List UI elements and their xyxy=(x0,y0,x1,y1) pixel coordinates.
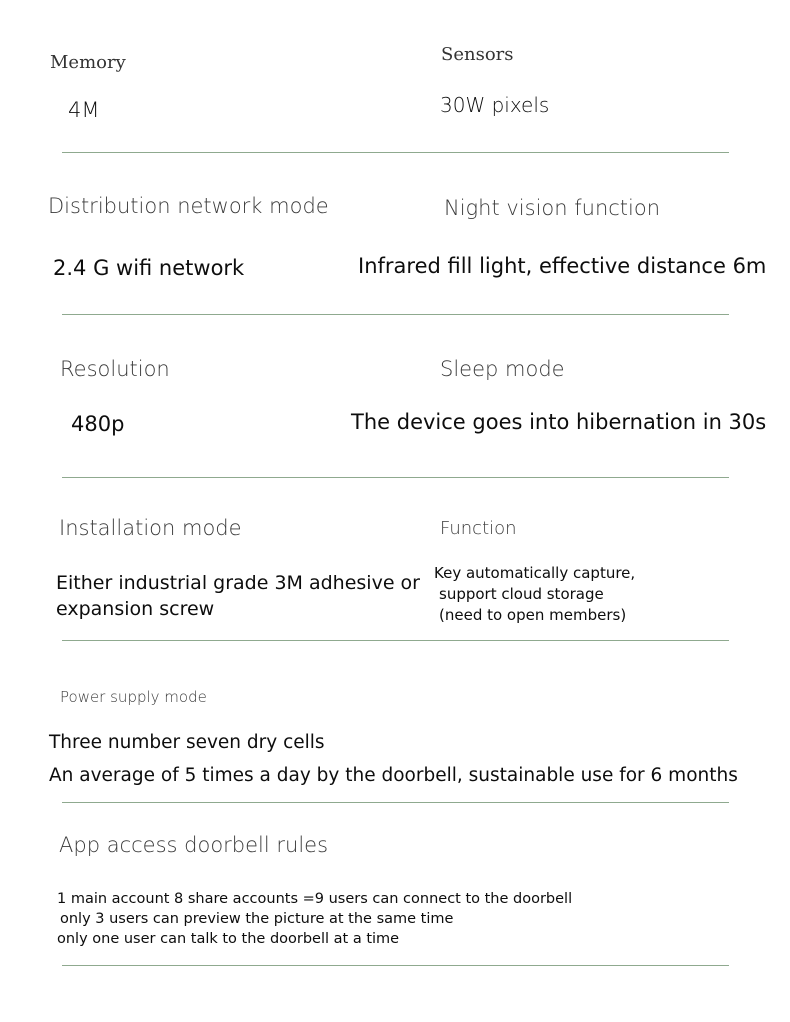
power-label: Power supply mode xyxy=(60,688,207,706)
function-label: Function xyxy=(440,518,517,539)
app-access-value-line: only 3 users can preview the picture at the same time xyxy=(60,911,454,927)
function-value-line: Key automatically capture, xyxy=(434,564,636,582)
installation-value-line: Either industrial grade 3M adhesive or xyxy=(56,572,420,594)
app-access-value xyxy=(57,889,572,949)
divider xyxy=(62,314,729,315)
resolution-value: 480p xyxy=(71,412,125,436)
divider xyxy=(62,640,729,641)
divider xyxy=(62,152,729,153)
network-label: Distribution network mode xyxy=(48,194,329,218)
memory-label: Memory xyxy=(50,52,126,73)
app-access-value-line: 1 main account 8 share accounts =9 users can connect to the doorbell xyxy=(57,891,573,907)
divider xyxy=(62,802,729,803)
night-vision-label: Night vision function xyxy=(444,196,661,220)
divider xyxy=(62,965,729,966)
resolution-label: Resolution xyxy=(60,357,170,381)
function-value-line: (need to open members) xyxy=(439,606,627,624)
installation-value-line: expansion screw xyxy=(56,598,215,620)
sleep-label: Sleep mode xyxy=(440,357,565,381)
night-vision-value: Infrared fill light, effective distance 6m xyxy=(358,254,767,278)
power-value-line: An average of 5 times a day by the doorbell, sustainable use for 6 months xyxy=(49,765,738,786)
divider xyxy=(62,477,729,478)
sensors-value: 30W pixels xyxy=(440,93,550,117)
power-value-line: Three number seven dry cells xyxy=(49,732,325,753)
function-value-line: support cloud storage xyxy=(439,585,604,603)
app-access-value-line: only one user can talk to the doorbell at a time xyxy=(57,931,400,947)
power-value xyxy=(49,726,738,792)
network-value: 2.4 G wifi network xyxy=(53,256,245,280)
sensors-label: Sensors xyxy=(441,44,514,65)
function-value xyxy=(434,563,635,626)
installation-label: Installation mode xyxy=(59,516,242,540)
sleep-value: The device goes into hibernation in 30s xyxy=(351,410,767,434)
installation-value xyxy=(56,570,420,622)
app-access-label: App access doorbell rules xyxy=(59,833,329,857)
memory-value: 4M xyxy=(68,98,100,122)
